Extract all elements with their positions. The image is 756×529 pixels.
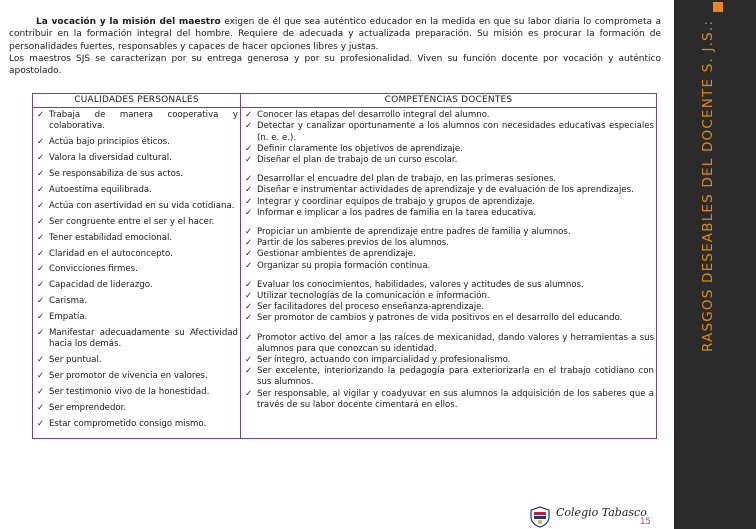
sidebar-square-bullet	[713, 2, 723, 12]
school-crest-icon	[529, 506, 551, 528]
list-item-text: Capacidad de liderazgo.	[49, 280, 153, 291]
competencies-cell	[241, 108, 657, 438]
list-item-text: Ser facilitadores del proceso enseñanza-aprendizaje.	[257, 302, 485, 313]
list-item-text: Gestionar ambientes de aprendizaje.	[257, 249, 416, 260]
list-item	[244, 333, 654, 355]
check-mark-icon: ✓	[245, 366, 253, 377]
list-item-text: Actúa bajo principios éticos.	[49, 137, 170, 148]
check-mark-icon: ✓	[37, 280, 45, 291]
check-mark-icon: ✓	[37, 216, 45, 227]
intro-paragraph-1-body: exigen de él que sea auténtico educador en la medida en que su labor diaria lo comprometa a contribuir en la formación integral del hombre. Requiere de adecuada y actualizada preparación. Su misión es procurar la formación de personalidades fuertes, responsables y capaces de hacer opciones libres y justas.	[9, 17, 661, 52]
list-item-text: Autoestima equilibrada.	[49, 184, 152, 195]
list-item	[36, 371, 238, 382]
list-item	[36, 217, 238, 228]
check-mark-icon: ✓	[245, 332, 253, 343]
list-item	[244, 185, 654, 196]
list-item	[244, 261, 654, 272]
check-mark-icon: ✓	[245, 185, 253, 196]
list-item-text: Integrar y coordinar equipos de trabajo y grupos de aprendizaje.	[257, 196, 536, 207]
list-item	[244, 155, 654, 166]
check-mark-icon: ✓	[37, 402, 45, 413]
list-item	[244, 302, 654, 313]
check-mark-icon: ✓	[37, 184, 45, 195]
list-item-text: Ser promotor de cambios y patrones de vida positivos en el desarrollo del educando.	[257, 313, 623, 324]
list-item	[36, 387, 238, 398]
list-item-text: Ser testimonio vivo de la honestidad.	[49, 386, 210, 397]
list-item-text: Manifestar adecuadamente su Afectividad hacia los demás.	[49, 327, 238, 350]
check-mark-icon: ✓	[37, 418, 45, 429]
check-mark-icon: ✓	[245, 355, 253, 366]
list-item	[244, 249, 654, 260]
check-mark-icon: ✓	[245, 174, 253, 185]
check-mark-icon: ✓	[245, 291, 253, 302]
check-mark-icon: ✓	[245, 121, 253, 132]
list-item-text: Utilizar tecnologías de la comunicación e información.	[257, 291, 490, 302]
list-item	[244, 389, 654, 411]
list-item-text: Tener estabilidad emocional.	[49, 232, 173, 243]
list-item-text: Diseñar el plan de trabajo de un curso escolar.	[257, 155, 458, 166]
list-item	[36, 328, 238, 350]
list-item-text: Carisma.	[49, 296, 88, 307]
list-item-text: Ser promotor de vivencia en valores.	[49, 370, 208, 381]
list-item-text: Valora la diversidad cultural.	[49, 153, 172, 164]
list-item-text: Ser íntegro, actuando con imparcialidad y profesionalismo.	[257, 355, 511, 366]
check-mark-icon: ✓	[37, 327, 45, 338]
qualities-cell	[33, 108, 241, 438]
list-item	[244, 110, 654, 121]
check-mark-icon: ✓	[37, 232, 45, 243]
list-item	[36, 296, 238, 307]
list-item	[244, 280, 654, 291]
page-number: 15	[640, 517, 651, 527]
check-mark-icon: ✓	[245, 196, 253, 207]
list-item	[36, 312, 238, 323]
check-mark-icon: ✓	[37, 296, 45, 307]
list-item	[244, 208, 654, 219]
list-item-text: Ser puntual.	[49, 355, 102, 366]
list-item-text: Conocer las etapas del desarrollo integral del alumno.	[257, 110, 490, 121]
list-item	[36, 249, 238, 260]
sidebar-title: RASGOS DESEABLES DEL DOCENTE S. J.S.:	[700, 19, 716, 352]
list-item-text: Se responsabiliza de sus actos.	[49, 169, 184, 180]
check-mark-icon: ✓	[37, 312, 45, 323]
list-item	[36, 169, 238, 180]
list-item-text: Ser congruente entre el ser y el hacer.	[49, 216, 215, 227]
check-mark-icon: ✓	[37, 110, 45, 121]
check-mark-icon: ✓	[245, 260, 253, 271]
list-item-text: Evaluar los conocimientos, habilidades, valores y actitudes de sus alumnos.	[257, 279, 584, 290]
list-item-text: Convicciones firmes.	[49, 264, 138, 275]
list-item	[244, 144, 654, 155]
list-item-text: Propiciar un ambiente de aprendizaje entre padres de familia y alumnos.	[257, 227, 571, 238]
check-mark-icon: ✓	[245, 143, 253, 154]
header-qualities: CUALIDADES PERSONALES	[33, 94, 241, 108]
header-competencies: COMPETENCIAS DOCENTES	[241, 94, 657, 108]
list-item	[36, 137, 238, 148]
list-item-text: Estar comprometido consigo mismo.	[49, 418, 207, 429]
table-body-row	[33, 108, 657, 438]
check-mark-icon: ✓	[37, 200, 45, 211]
list-item	[36, 201, 238, 212]
list-item	[244, 355, 654, 366]
list-item	[244, 174, 654, 185]
list-item-text: Claridad en el autoconcepto.	[49, 248, 173, 259]
list-item-text: Informar e implicar a los padres de familia en la tarea educativa.	[257, 207, 537, 218]
intro-text	[9, 16, 661, 77]
check-mark-icon: ✓	[37, 386, 45, 397]
list-item	[36, 110, 238, 132]
check-mark-icon: ✓	[37, 370, 45, 381]
list-item	[36, 264, 238, 275]
list-item-text: Diseñar e instrumentar actividades de aprendizaje y de evaluación de los aprendizajes.	[257, 185, 634, 196]
check-mark-icon: ✓	[245, 313, 253, 324]
check-mark-icon: ✓	[37, 355, 45, 366]
qualities-list	[36, 110, 238, 430]
list-item-text: Promotor activo del amor a las raíces de mexicanidad, dando valores y herramientas a sus alumnos para que conozcan su identidad.	[257, 332, 654, 354]
list-item-text: Partir de los saberes previos de los alumnos.	[257, 238, 450, 249]
check-mark-icon: ✓	[37, 169, 45, 180]
check-mark-icon: ✓	[245, 110, 253, 121]
list-item	[36, 280, 238, 291]
check-mark-icon: ✓	[245, 302, 253, 313]
list-item	[36, 153, 238, 164]
check-mark-icon: ✓	[245, 388, 253, 399]
traits-table	[32, 93, 657, 439]
check-mark-icon: ✓	[245, 238, 253, 249]
intro-paragraph-1	[9, 16, 661, 53]
list-item	[244, 366, 654, 388]
check-mark-icon: ✓	[37, 264, 45, 275]
list-item	[244, 291, 654, 302]
list-item	[244, 121, 654, 143]
list-item-text: Ser emprendedor.	[49, 402, 127, 413]
check-mark-icon: ✓	[245, 155, 253, 166]
list-item	[36, 419, 238, 430]
list-item	[36, 233, 238, 244]
intro-bold-lead: La vocación y la misión del maestro	[36, 17, 221, 27]
list-item	[36, 185, 238, 196]
list-item-text: Trabaja de manera cooperativa y colaborativa.	[49, 110, 238, 132]
list-item-text: Ser responsable, al vigilar y coadyuvar en sus alumnos la adquisición de los saberes que a través de su labor docente cimentará en ellos.	[257, 388, 654, 410]
footer-brand: Colegio Tabasco	[556, 506, 647, 519]
list-item-text: Organizar su propia formación continua.	[257, 260, 431, 271]
list-item-text: Actúa con asertividad en su vida cotidiana.	[49, 200, 235, 211]
list-item-text: Desarrollar el encuadre del plan de trabajo, en las primeras sesiones.	[257, 174, 557, 185]
check-mark-icon: ✓	[37, 248, 45, 259]
list-item	[244, 238, 654, 249]
list-item	[244, 227, 654, 238]
list-item	[36, 403, 238, 414]
competencies-list	[244, 110, 654, 411]
check-mark-icon: ✓	[245, 249, 253, 260]
intro-paragraph-2: Los maestros SJS se caracterizan por su entrega generosa y por su profesionalidad. Viven su función docente por vocación y auténtico apostolado.	[9, 53, 661, 77]
list-item-text: Empatía.	[49, 312, 88, 323]
list-item-text: Definir claramente los objetivos de aprendizaje.	[257, 143, 463, 154]
check-mark-icon: ✓	[245, 207, 253, 218]
table-header-row	[33, 94, 657, 108]
check-mark-icon: ✓	[245, 227, 253, 238]
list-item	[244, 197, 654, 208]
check-mark-icon: ✓	[37, 153, 45, 164]
list-item-text: Detectar y canalizar oportunamente a los alumnos con necesidades educativas especiales (n. e. e.).	[257, 121, 654, 143]
list-item	[36, 355, 238, 366]
check-mark-icon: ✓	[245, 279, 253, 290]
list-item	[244, 313, 654, 324]
check-mark-icon: ✓	[37, 137, 45, 148]
list-item-text: Ser excelente, interiorizando la pedagogía para exteriorizarla en el trabajo cotidiano con sus alumnos.	[257, 366, 654, 388]
